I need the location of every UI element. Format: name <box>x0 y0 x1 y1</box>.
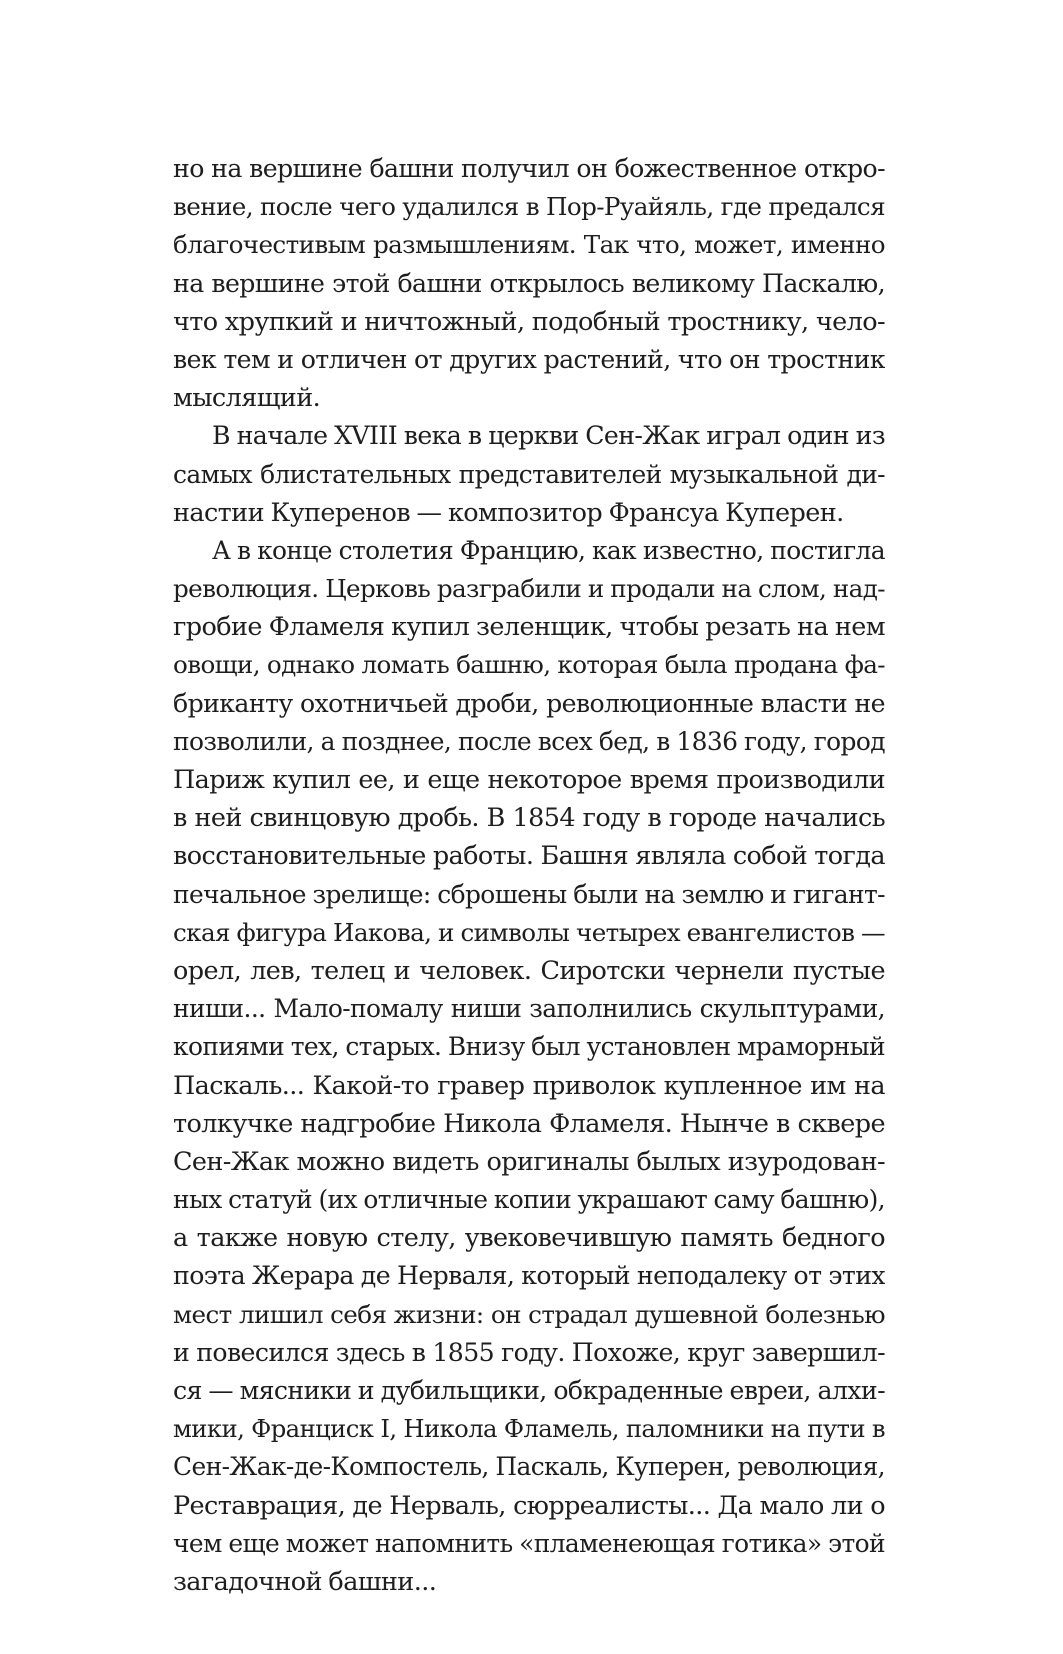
text-line: на вершине этой башни открылось великому Паскалю, <box>173 268 885 298</box>
text-line: гробие Фламеля купил зеленщик, чтобы резать на нем <box>173 612 885 643</box>
text-line: Сен-Жак-де-Компостель, Паскаль, Куперен, революция, <box>173 1452 885 1482</box>
paragraph-first-line: А в конце столетия Францию, как известно, постигла <box>212 535 885 565</box>
text-line: но на вершине башни получил он божественное откро- <box>173 154 885 183</box>
text-line: революция. Церковь разграбили и продали на слом, над- <box>173 574 885 604</box>
text-line: загадочной башни... <box>173 1566 437 1597</box>
paragraph-first-line: В начале XVIII века в церкви Сен-Жак играл один из <box>212 421 885 451</box>
text-line: ных статуй (их отличные копии украшают саму башню), <box>173 1185 885 1215</box>
text-line: Реставрация, де Нерваль, сюрреалисты... Да мало ли о <box>173 1490 885 1521</box>
text-line: что хрупкий и ничтожный, подобный тростнику, чело- <box>173 306 885 337</box>
text-line: вение, после чего удалился в Пор-Руайяль, где предался <box>173 192 885 222</box>
text-line: Париж купил ее, и еще некоторое время производили <box>173 765 885 795</box>
text-line: мыслящий. <box>173 383 321 414</box>
text-line: Сен-Жак можно видеть оригиналы былых изуродован- <box>173 1146 885 1177</box>
text-line: копиями тех, старых. Внизу был установлен мраморный <box>173 1032 885 1062</box>
text-line: ниши... Мало-помалу ниши заполнились скульптурами, <box>173 994 885 1024</box>
text-line: орел, лев, телец и человек. Сиротски чернели пустые <box>173 955 885 986</box>
text-line: позволили, а позднее, после всех бед, в 1836 году, город <box>173 726 885 756</box>
text-line: а также новую стелу, увековечившую память бедного <box>173 1223 885 1254</box>
text-line: благочестивым размышлениям. Так что, может, именно <box>173 230 885 260</box>
text-line: восстановительные работы. Башня являла собой тогда <box>173 841 885 872</box>
text-line: мики, Франциск I, Никола Фламель, паломники на пути в <box>173 1414 885 1444</box>
text-line: овощи, однако ломать башню, которая была продана фа- <box>173 650 885 680</box>
text-line: чем еще может напомнить «пламенеющая готика» этой <box>173 1528 885 1558</box>
text-line: мест лишил себя жизни: он страдал душевной болезнью <box>173 1299 885 1329</box>
text-line: ская фигура Иакова, и символы четырех евангелистов — <box>173 917 885 947</box>
text-line: век тем и отличен от других растений, что он тростник <box>173 344 885 374</box>
text-line: Паскаль... Какой-то гравер приволок купленное им на <box>173 1070 885 1101</box>
text-line: поэта Жерара де Нерваля, который неподалеку от этих <box>173 1261 885 1291</box>
text-line: печальное зрелище: сброшены были на землю и гигант- <box>173 879 885 909</box>
text-line: ся — мясники и дубильщики, обкраденные евреи, алхи- <box>173 1376 885 1405</box>
text-line: самых блистательных представителей музыкальной ди- <box>173 459 885 489</box>
text-line: в ней свинцовую дробь. В 1854 году в городе начались <box>173 803 885 834</box>
text-line: бриканту охотничьей дроби, революционные власти не <box>173 688 885 718</box>
page-body-text <box>173 150 885 1601</box>
text-line: настии Куперенов — композитор Франсуа Куперен. <box>173 497 844 528</box>
text-line: толкучке надгробие Никола Фламеля. Нынче в сквере <box>173 1108 885 1139</box>
text-line: и повесился здесь в 1855 году. Похоже, круг завершил- <box>173 1337 885 1367</box>
